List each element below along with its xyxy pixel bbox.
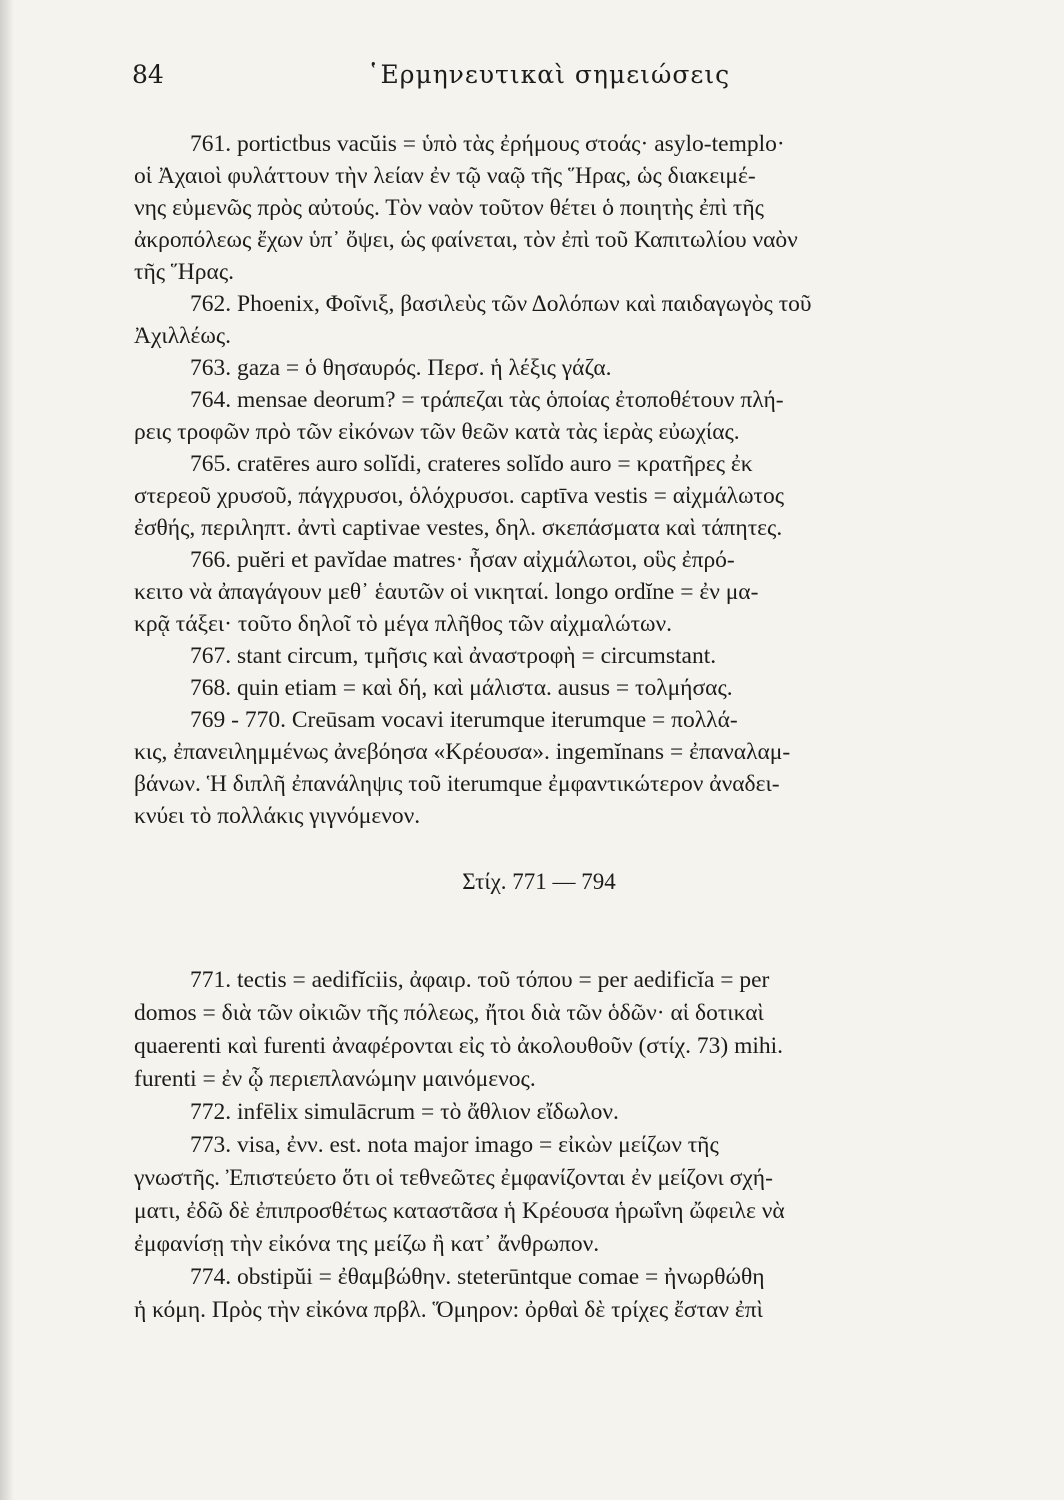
text-line: ματι, ἐδῶ δὲ ἐπιπροσθέτως καταστᾶσα ἡ Κρέουσα ἡρωΐνη ὤφειλε νὰ [134, 1198, 785, 1224]
running-title: ῾Ερμηνευτικαὶ σημειώσεις [367, 60, 731, 89]
page-number: 84 [132, 60, 164, 89]
text-line: ἡ κόμη. Πρὸς τὴν εἰκόνα πρβλ. Ὅμηρον: ὀρθαὶ δὲ τρίχες ἔσταν ἐπὶ [134, 1297, 763, 1323]
text-line: στερεοῦ χρυσοῦ, πάγχρυσοι, ὁλόχρυσοι. captīva vestis = αἰχμάλωτος [134, 483, 785, 509]
body-text [134, 128, 1044, 1327]
text-line: 764. mensae deorum? = τράπεζαι τὰς ὁποίας ἐτοποθέτουν πλή- [190, 387, 784, 413]
text-line: κειτο νὰ ἀπαγάγουν μεθ᾽ ἑαυτῶν οἱ νικηταί. longo ordĭne = ἐν μα- [134, 579, 759, 605]
text-line: ἐσθής, περιληπτ. ἀντὶ captivae vestes, δηλ. σκεπάσματα καὶ τάπητες. [134, 515, 783, 541]
text-line: 772. infēlix simulācrum = τὸ ἄθλιον εἴδωλον. [190, 1099, 619, 1125]
text-line: ἐμφανίσῃ τὴν εἰκόνα της μείζω ἢ κατ᾽ ἄνθρωπον. [134, 1231, 600, 1257]
text-line: domos = διὰ τῶν οἰκιῶν τῆς πόλεως, ἤτοι διὰ τῶν ὁδῶν· αἱ δοτικαὶ [134, 1000, 764, 1026]
text-line: τῆς Ἥρας. [134, 259, 235, 285]
text-line: furenti = ἐν ᾧ περιεπλανώμην μαινόμενος. [134, 1066, 536, 1092]
text-line: ρεις τροφῶν πρὸ τῶν εἰκόνων τῶν θεῶν κατὰ τὰς ἱερὰς εὐωχίας. [134, 419, 740, 445]
text-line: κρᾷ τάξει· τοῦτο δηλοῖ τὸ μέγα πλῆθος τῶν αἰχμαλώτων. [134, 611, 672, 637]
text-line: νης εὐμενῶς πρὸς αὐτούς. Τὸν ναὸν τοῦτον θέτει ὁ ποιητὴς ἐπὶ τῆς [134, 195, 764, 221]
text-line: κις, ἐπανειλημμένως ἀνεβόησα «Κρέουσα». ingemĭnans = ἐπαναλαμ- [134, 739, 791, 765]
text-line: 768. quin etiam = καὶ δή, καὶ μάλιστα. ausus = τολμήσας. [190, 675, 733, 701]
notes-761-770 [134, 128, 1044, 832]
text-line: Ἀχιλλέως. [134, 323, 232, 349]
text-line: 769 - 770. Creūsam vocavi iterumque iterumque = πολλά- [190, 707, 738, 733]
notes-771-774 [134, 964, 1044, 1327]
text-line: ἀκροπόλεως ἔχων ὑπ᾽ ὄψει, ὡς φαίνεται, τὸν ἐπὶ τοῦ Καπιτωλίου ναὸν [134, 227, 798, 253]
text-line: κνύει τὸ πολλάκις γιγνόμενον. [134, 803, 421, 829]
page-header [132, 60, 1004, 96]
text-line: οἱ Ἀχαιοὶ φυλάττουν τὴν λείαν ἐν τῷ ναῷ τῆς Ἥρας, ὡς διακειμέ- [134, 163, 756, 189]
text-line: 763. gaza = ὁ θησαυρός. Περσ. ἡ λέξις γάζα. [190, 355, 612, 381]
section-heading: Στίχ. 771 — 794 [462, 869, 616, 894]
text-line: 774. obstipŭi = ἐθαμβώθην. steterūntque comae = ἠνωρθώθη [190, 1264, 765, 1290]
text-line: 765. cratēres auro solĭdi, crateres solĭdo auro = κρατῆρες ἐκ [190, 451, 753, 477]
text-line: 762. Phoenix, Φοῖνιξ, βασιλεὺς τῶν Δολόπων καὶ παιδαγωγὸς τοῦ [190, 291, 812, 317]
text-line: 766. puĕri et pavĭdae matres· ἦσαν αἰχμάλωτοι, οὓς ἐπρό- [190, 547, 735, 573]
text-line: quaerenti καὶ furenti ἀναφέρονται εἰς τὸ ἀκολουθοῦν (στίχ. 73) mihi. [134, 1033, 784, 1059]
text-line: 767. stant circum, τμῆσις καὶ ἀναστροφὴ = circumstant. [190, 643, 717, 669]
text-line: βάνων. Ἡ διπλῆ ἐπανάληψις τοῦ iterumque ἐμφαντικώτερον ἀναδει- [134, 771, 780, 797]
page-gutter-shadow [0, 0, 14, 1500]
text-line: 773. visa, ἐνν. est. nota major imago = εἰκὼν μείζων τῆς [190, 1132, 719, 1158]
text-line: 761. portictbus vacŭis = ὑπὸ τὰς ἐρήμους στοάς· asylo-templo· [190, 131, 785, 157]
text-line: γνωστῆς. Ἐπιστεύετο ὅτι οἱ τεθνεῶτες ἐμφανίζονται ἐν μείζονι σχή- [134, 1165, 773, 1191]
text-line: 771. tectis = aedifĭciis, ἀφαιρ. τοῦ τόπου = per aedificĭa = per [190, 967, 770, 993]
